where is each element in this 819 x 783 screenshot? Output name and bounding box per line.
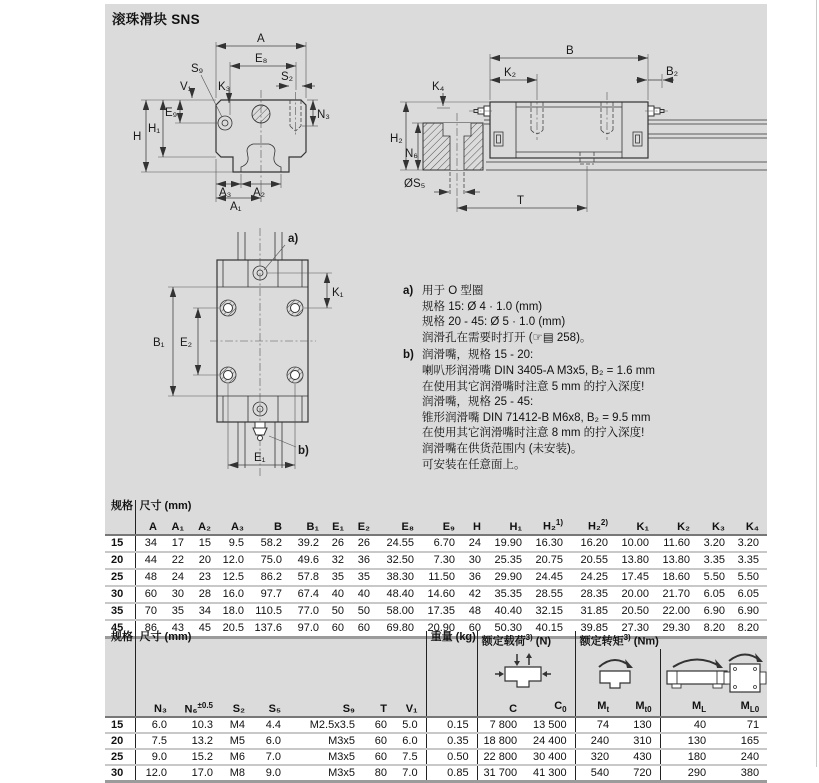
note-line: 润滑孔在需要时打开 (☞▤ 258)。 — [422, 331, 592, 344]
column-header: S₉ — [342, 703, 355, 716]
cell: 45 — [192, 620, 219, 638]
cell: 137.6 — [252, 620, 290, 638]
cell: 31 700 — [477, 765, 525, 782]
cell: 130 — [660, 733, 714, 749]
cell: 6.05 — [733, 586, 767, 603]
cell: M2.5x3.5 — [289, 717, 363, 733]
cell: 42 — [463, 586, 489, 603]
cell: 28.55 — [530, 586, 571, 603]
note-line: 润滑嘴在供货范围内 (未安装)。 — [422, 442, 583, 455]
note-b-marker: b) — [403, 349, 414, 362]
cell: 5.50 — [733, 569, 767, 586]
cell: M3x5 — [289, 765, 363, 782]
dim-label-n6: N₆ — [405, 148, 418, 160]
cell: 13.80 — [657, 552, 698, 569]
cell: 20.90 — [422, 620, 463, 638]
cell: 69.80 — [378, 620, 422, 638]
table-row — [105, 717, 767, 733]
cell: 20.55 — [571, 552, 616, 569]
cell: 22 800 — [477, 749, 525, 765]
cell: 36 — [352, 552, 378, 569]
table-row — [105, 603, 767, 620]
runner-block — [490, 92, 648, 164]
row-spec: 35 — [105, 603, 135, 620]
column-header: H₂$^{2)}$ — [588, 518, 608, 533]
column-header: N₃ — [153, 703, 167, 716]
cell: 7.30 — [422, 552, 463, 569]
cell: 70 — [135, 603, 165, 620]
grease-nipple-right — [645, 106, 669, 116]
column-header: A — [149, 520, 157, 533]
cell: 180 — [660, 749, 714, 765]
note-line: 规格 15: Ø 4 · 1.0 (mm) — [422, 300, 543, 313]
cell: 34 — [192, 603, 219, 620]
cell: 34 — [135, 535, 165, 552]
cell: 7.5 — [135, 733, 175, 749]
column-header: C — [477, 699, 525, 718]
cell: 6.90 — [698, 603, 733, 620]
row-spec: 25 — [105, 749, 135, 765]
cell: 60 — [352, 620, 378, 638]
note-line: 在使用其它润滑嘴时注意 8 mm 的拧入深度! — [422, 427, 645, 440]
table-row — [105, 749, 767, 765]
cell: 58.2 — [252, 535, 290, 552]
cell: 9.0 — [135, 749, 175, 765]
rail-cross-section — [423, 113, 483, 198]
cell: M4 — [221, 717, 253, 733]
dim-label-k4: K₄ — [432, 81, 445, 93]
cell: 25.35 — [489, 552, 530, 569]
cell: 17 — [165, 535, 192, 552]
cell: 50 — [352, 603, 378, 620]
dim-label-k3: K₃ — [218, 81, 231, 93]
column-header: B₁ — [306, 520, 319, 533]
page-edge-line — [816, 0, 817, 767]
cell: 9.0 — [253, 765, 289, 782]
spec-column-header: 规格 — [105, 500, 135, 535]
cell: 0.50 — [426, 749, 477, 765]
cell: 0.35 — [426, 733, 477, 749]
cell: 30 400 — [525, 749, 575, 765]
cell: 18.0 — [219, 603, 252, 620]
column-header: A₂ — [198, 520, 211, 533]
dimensions-table-2 — [105, 631, 767, 783]
mounting-holes — [220, 300, 303, 383]
cell: 3.20 — [698, 535, 733, 552]
cell: 16.20 — [571, 535, 616, 552]
cell: 6.0 — [135, 717, 175, 733]
dim-label-a1: A₁ — [230, 201, 242, 213]
column-header: A₃ — [230, 520, 244, 533]
cell: 18.60 — [657, 569, 698, 586]
cell: 44 — [135, 552, 165, 569]
note-b — [403, 348, 718, 473]
column-header: H₁ — [509, 520, 522, 533]
cell: 11.50 — [422, 569, 463, 586]
moment-ml-icon-cell — [660, 649, 714, 699]
note-line: 规格 20 - 45: Ø 5 · 1.0 (mm) — [422, 316, 566, 329]
dim-label-a3: A₃ — [219, 187, 232, 199]
load-rating-section-header: 额定载荷$^{3)}$ (N) — [477, 631, 575, 649]
cell: 60 — [463, 620, 489, 638]
cell: 6.05 — [698, 586, 733, 603]
cell: 24.25 — [571, 569, 616, 586]
dim-label-e1: E₁ — [254, 452, 266, 464]
column-header — [426, 699, 477, 718]
cell: 17.0 — [175, 765, 221, 782]
cell: 50 — [327, 603, 352, 620]
cell: 20.00 — [616, 586, 657, 603]
lube-port-s9-inner — [222, 120, 228, 126]
cell: 41 300 — [525, 765, 575, 782]
guide-rail — [484, 120, 767, 170]
column-header: B — [274, 520, 282, 533]
cell: 8.20 — [698, 620, 733, 638]
cell: 13.80 — [616, 552, 657, 569]
dim-label-h1: H₁ — [148, 123, 161, 135]
cell: 15 — [192, 535, 219, 552]
cell: 24 400 — [525, 733, 575, 749]
column-header: $M_L$ — [660, 699, 714, 718]
note-a-marker: a) — [403, 285, 414, 297]
row-spec: 30 — [105, 765, 135, 782]
cell: M3x5 — [289, 733, 363, 749]
column-header: V₁ — [405, 703, 418, 716]
cell: 7 800 — [477, 717, 525, 733]
note-line: 锥形润滑嘴 DIN 71412-B M6x8, B₂ = 9.5 mm — [422, 411, 651, 424]
column-header: E₈ — [401, 520, 414, 533]
footnotes — [403, 284, 718, 475]
cell: 24.45 — [530, 569, 571, 586]
cell: 31.85 — [571, 603, 616, 620]
cell: 7.0 — [253, 749, 289, 765]
column-header: S₂ — [232, 703, 245, 716]
cell: 23 — [192, 569, 219, 586]
cell: 60 — [363, 749, 395, 765]
dim-label-h2: H₂ — [390, 133, 403, 145]
dim-label-b: B — [566, 45, 574, 57]
cell: 40 — [352, 586, 378, 603]
note-ref-label-a: a) — [288, 233, 299, 245]
cell: M6 — [221, 749, 253, 765]
cell: 58.00 — [378, 603, 422, 620]
cell: 6.0 — [253, 733, 289, 749]
note-line: 在使用其它润滑嘴时注意 5 mm 的拧入深度! — [422, 380, 645, 393]
cell: 38.30 — [378, 569, 422, 586]
cell: 35 — [352, 569, 378, 586]
cell: 80 — [363, 765, 395, 782]
note-ref-label-b: b) — [298, 445, 309, 457]
cell: 86.2 — [252, 569, 290, 586]
row-spec: 25 — [105, 569, 135, 586]
column-header: E₁ — [332, 520, 344, 533]
cell: 320 — [575, 749, 617, 765]
cell: 6.70 — [422, 535, 463, 552]
cell: 43 — [165, 620, 192, 638]
cell: 22.00 — [657, 603, 698, 620]
cell: 77.0 — [290, 603, 327, 620]
grease-nipple-left — [469, 106, 493, 116]
table-row — [105, 569, 767, 586]
column-header: K₄ — [745, 520, 760, 533]
cell: 12.0 — [135, 765, 175, 782]
dim-label-e9: E₉ — [165, 107, 178, 119]
cell: 22 — [165, 552, 192, 569]
cell: 240 — [575, 733, 617, 749]
cell: 27.30 — [616, 620, 657, 638]
cell: 7.0 — [395, 765, 426, 782]
dim-label-a2: A₂ — [253, 187, 266, 199]
cell: 16.30 — [530, 535, 571, 552]
row-spec: 20 — [105, 552, 135, 569]
dim-label-h: H — [133, 131, 142, 143]
weight-section-header: 重量 (kg) — [426, 631, 477, 699]
dim-label-s2: S₂ — [281, 71, 294, 83]
column-header: $C_0$ — [554, 700, 567, 715]
table-row — [105, 535, 767, 552]
dim-label-a: A — [257, 33, 265, 45]
cell: 39.85 — [571, 620, 616, 638]
lube-port-s9 — [218, 116, 232, 130]
dimensions-table-1 — [105, 500, 767, 639]
cell: 19.90 — [489, 535, 530, 552]
cell: 49.6 — [290, 552, 327, 569]
note-line: 喇叭形润滑嘴 DIN 3405-A M3x5, B₂ = 1.6 mm — [422, 364, 655, 377]
cell: 24 — [463, 535, 489, 552]
cell: 430 — [617, 749, 660, 765]
column-header: K₁ — [636, 520, 649, 533]
column-header: E₂ — [357, 520, 370, 533]
cell: 130 — [617, 717, 660, 733]
column-header: E₉ — [442, 520, 455, 533]
moment-ml0-icon-cell — [714, 649, 767, 699]
torque-rating-section-header: 额定转矩$^{3)}$ (Nm) — [575, 631, 767, 649]
cell: 240 — [714, 749, 767, 765]
cell: 71 — [714, 717, 767, 733]
dim-label-s9: S₉ — [191, 63, 204, 75]
cell: 10.00 — [616, 535, 657, 552]
cell: 290 — [660, 765, 714, 782]
cell: 97.7 — [252, 586, 290, 603]
cell: 48.40 — [378, 586, 422, 603]
column-header: K₂ — [677, 520, 690, 533]
top-view-drawing — [148, 226, 404, 496]
cell: 35 — [327, 569, 352, 586]
cell: 6.90 — [733, 603, 767, 620]
load-direction-arrows-icon — [494, 652, 552, 692]
cell: 86 — [135, 620, 165, 638]
cell: M3x5 — [289, 749, 363, 765]
dim-label-t: T — [517, 195, 525, 207]
note-line: 用于 O 型圈 — [422, 285, 484, 297]
cell: 60 — [363, 717, 395, 733]
note-a — [403, 284, 718, 346]
cell: 29.30 — [657, 620, 698, 638]
cell: 14.60 — [422, 586, 463, 603]
cell: 26 — [352, 535, 378, 552]
column-header: $M_t$ — [575, 699, 617, 718]
row-spec: 15 — [105, 717, 135, 733]
cell: 60 — [363, 733, 395, 749]
transverse-moment-arc-icon — [716, 649, 774, 695]
cell: M5 — [221, 733, 253, 749]
dim-label-b2: B₂ — [666, 66, 679, 78]
cell: 28.35 — [571, 586, 616, 603]
note-line: 可安装在任意面上。 — [422, 458, 526, 471]
cell: 21.70 — [657, 586, 698, 603]
cell: 8.20 — [733, 620, 767, 638]
dim-label-s5: ØS₅ — [404, 178, 426, 190]
dim-label-v1: V₁ — [180, 81, 192, 93]
table-row — [105, 733, 767, 749]
dimensions-section-header: 尺寸 (mm) — [139, 631, 192, 643]
column-header: A₁ — [171, 520, 184, 533]
cell: 29.90 — [489, 569, 530, 586]
cell: 30 — [165, 586, 192, 603]
cell: 67.4 — [290, 586, 327, 603]
cell: 30 — [463, 552, 489, 569]
cell: 74 — [575, 717, 617, 733]
side-view-drawing — [390, 40, 792, 220]
cell: 20.5 — [219, 620, 252, 638]
torsional-moment-arc-icon — [589, 651, 641, 693]
cell: 40 — [660, 717, 714, 733]
reference-hole — [252, 105, 270, 123]
cell: 20.50 — [616, 603, 657, 620]
table-row — [105, 586, 767, 603]
column-header: N₆$^{\pm 0.5}$ — [184, 700, 213, 716]
column-header: S₅ — [268, 703, 281, 716]
cell: 35 — [165, 603, 192, 620]
cell: 17.35 — [422, 603, 463, 620]
column-header: $M_{L0}$ — [740, 700, 760, 715]
column-header: H₂$^{1)}$ — [543, 518, 563, 533]
cell: 9.5 — [219, 535, 252, 552]
cell: 5.50 — [698, 569, 733, 586]
cell: 16.0 — [219, 586, 252, 603]
grease-nipple-bottom — [253, 422, 267, 441]
cell: 110.5 — [252, 603, 290, 620]
row-spec: 30 — [105, 586, 135, 603]
cell: 0.85 — [426, 765, 477, 782]
cell: 36 — [463, 569, 489, 586]
note-line: 润滑嘴，规格 25 - 45: — [422, 396, 534, 409]
cell: 4.4 — [253, 717, 289, 733]
cell: 26 — [327, 535, 352, 552]
cell: 10.3 — [175, 717, 221, 733]
row-spec: 15 — [105, 535, 135, 552]
cell: 28 — [192, 586, 219, 603]
cell: 13.2 — [175, 733, 221, 749]
cell: 0.15 — [426, 717, 477, 733]
cell: 35.35 — [489, 586, 530, 603]
cell: 32.50 — [378, 552, 422, 569]
cell: 40.15 — [530, 620, 571, 638]
cell: 17.45 — [616, 569, 657, 586]
cell: 20.75 — [530, 552, 571, 569]
cell: 6.0 — [395, 733, 426, 749]
row-spec: 20 — [105, 733, 135, 749]
cell: 57.8 — [290, 569, 327, 586]
cell: 50.30 — [489, 620, 530, 638]
dim-label-e2: E₂ — [180, 337, 193, 349]
cell: 12.5 — [219, 569, 252, 586]
dim-label-k1: K₁ — [332, 287, 344, 299]
cell: 3.35 — [698, 552, 733, 569]
cell: 5.0 — [395, 717, 426, 733]
cell: 24.55 — [378, 535, 422, 552]
cell: 15.2 — [175, 749, 221, 765]
dimensions-section-header: 尺寸 (mm) — [139, 500, 192, 512]
cell: 48 — [135, 569, 165, 586]
dim-label-k2: K₂ — [504, 67, 517, 79]
cell: 97.0 — [290, 620, 327, 638]
torque-mt-icon-cell — [575, 649, 660, 699]
cell: 60 — [327, 620, 352, 638]
cell: 310 — [617, 733, 660, 749]
cell: 39.2 — [290, 535, 327, 552]
page-title: 滚珠滑块 SNS — [112, 12, 200, 27]
table-row — [105, 765, 767, 782]
cell: 20 — [192, 552, 219, 569]
cell: 24 — [165, 569, 192, 586]
cell: 720 — [617, 765, 660, 782]
front-view-drawing — [105, 30, 385, 225]
column-header: $M_{t0}$ — [635, 700, 652, 715]
load-icon-cell — [477, 649, 575, 699]
cell: 40 — [327, 586, 352, 603]
cell: 75.0 — [252, 552, 290, 569]
cell: 32 — [327, 552, 352, 569]
cell: 48 — [463, 603, 489, 620]
column-header: T — [380, 703, 387, 716]
cell: 7.5 — [395, 749, 426, 765]
dim-label-n3: N₃ — [317, 109, 330, 121]
cell: 18 800 — [477, 733, 525, 749]
cell: 380 — [714, 765, 767, 782]
cell: 3.20 — [733, 535, 767, 552]
row-spec: 45 — [105, 620, 135, 638]
cell: 3.35 — [733, 552, 767, 569]
cell: 540 — [575, 765, 617, 782]
cell: 13 500 — [525, 717, 575, 733]
cell: 165 — [714, 733, 767, 749]
note-line: 润滑嘴，规格 15 - 20: — [422, 349, 534, 362]
column-header: K₃ — [711, 520, 725, 533]
cell: 40.40 — [489, 603, 530, 620]
cell: 60 — [135, 586, 165, 603]
table-row — [105, 552, 767, 569]
cell: 11.60 — [657, 535, 698, 552]
cell: M8 — [221, 765, 253, 782]
spec-column-header: 规格 — [105, 631, 135, 717]
cell: 12.0 — [219, 552, 252, 569]
dim-label-e8: E₈ — [255, 53, 268, 65]
cell: 32.15 — [530, 603, 571, 620]
dim-label-b1: B₁ — [153, 337, 165, 349]
column-header: H — [473, 520, 481, 533]
